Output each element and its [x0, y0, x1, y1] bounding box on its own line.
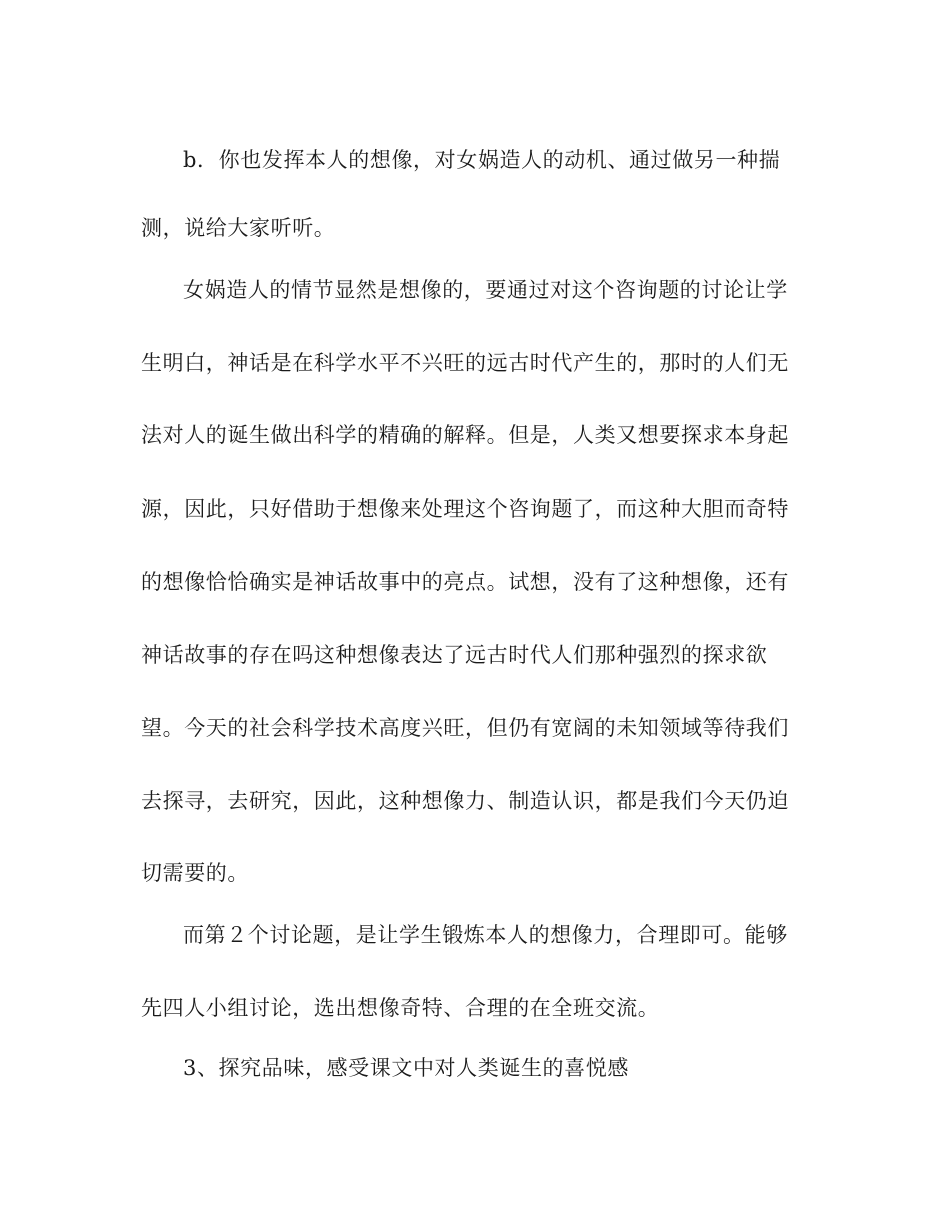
text-line: 而第２个讨论题，是让学生锻炼本人的想像力，合理即可。能够: [183, 923, 788, 947]
text-line: 神话故事的存在吗这种想像表达了远古时代人们那种强烈的探求欲: [141, 643, 768, 667]
text-line: 女娲造人的情节显然是想像的，要通过对这个咨询题的讨论让学: [183, 278, 788, 302]
text-line: 先四人小组讨论，选出想像奇特、合理的在全班交流。: [141, 996, 660, 1020]
text-line: 法对人的诞生做出科学的精确的解释。但是，人类又想要探求本身起: [141, 423, 789, 447]
text-line: 源，因此，只好借助于想像来处理这个咨询题了，而这种大胆而奇特: [141, 497, 789, 521]
text-line: 生明白，神话是在科学水平不兴旺的远古时代产生的，那时的人们无: [141, 351, 789, 375]
text-line: 3、探究品味，感受课文中对人类诞生的喜悦感: [183, 1056, 629, 1080]
text-line: 望。今天的社会科学技术高度兴旺，但仍有宽阔的未知领域等待我们: [141, 716, 789, 740]
text-line: 测，说给大家听听。: [141, 216, 336, 240]
text-line: 的想像恰恰确实是神话故事中的亮点。试想，没有了这种想像，还有: [141, 570, 789, 594]
text-line: b．你也发挥本人的想像，对女娲造人的动机、通过做另一种揣: [183, 148, 781, 172]
text-line: 去探寻，去研究，因此，这种想像力、制造认识，都是我们今天仍迫: [141, 789, 789, 813]
text-line: 切需要的。: [141, 861, 249, 885]
